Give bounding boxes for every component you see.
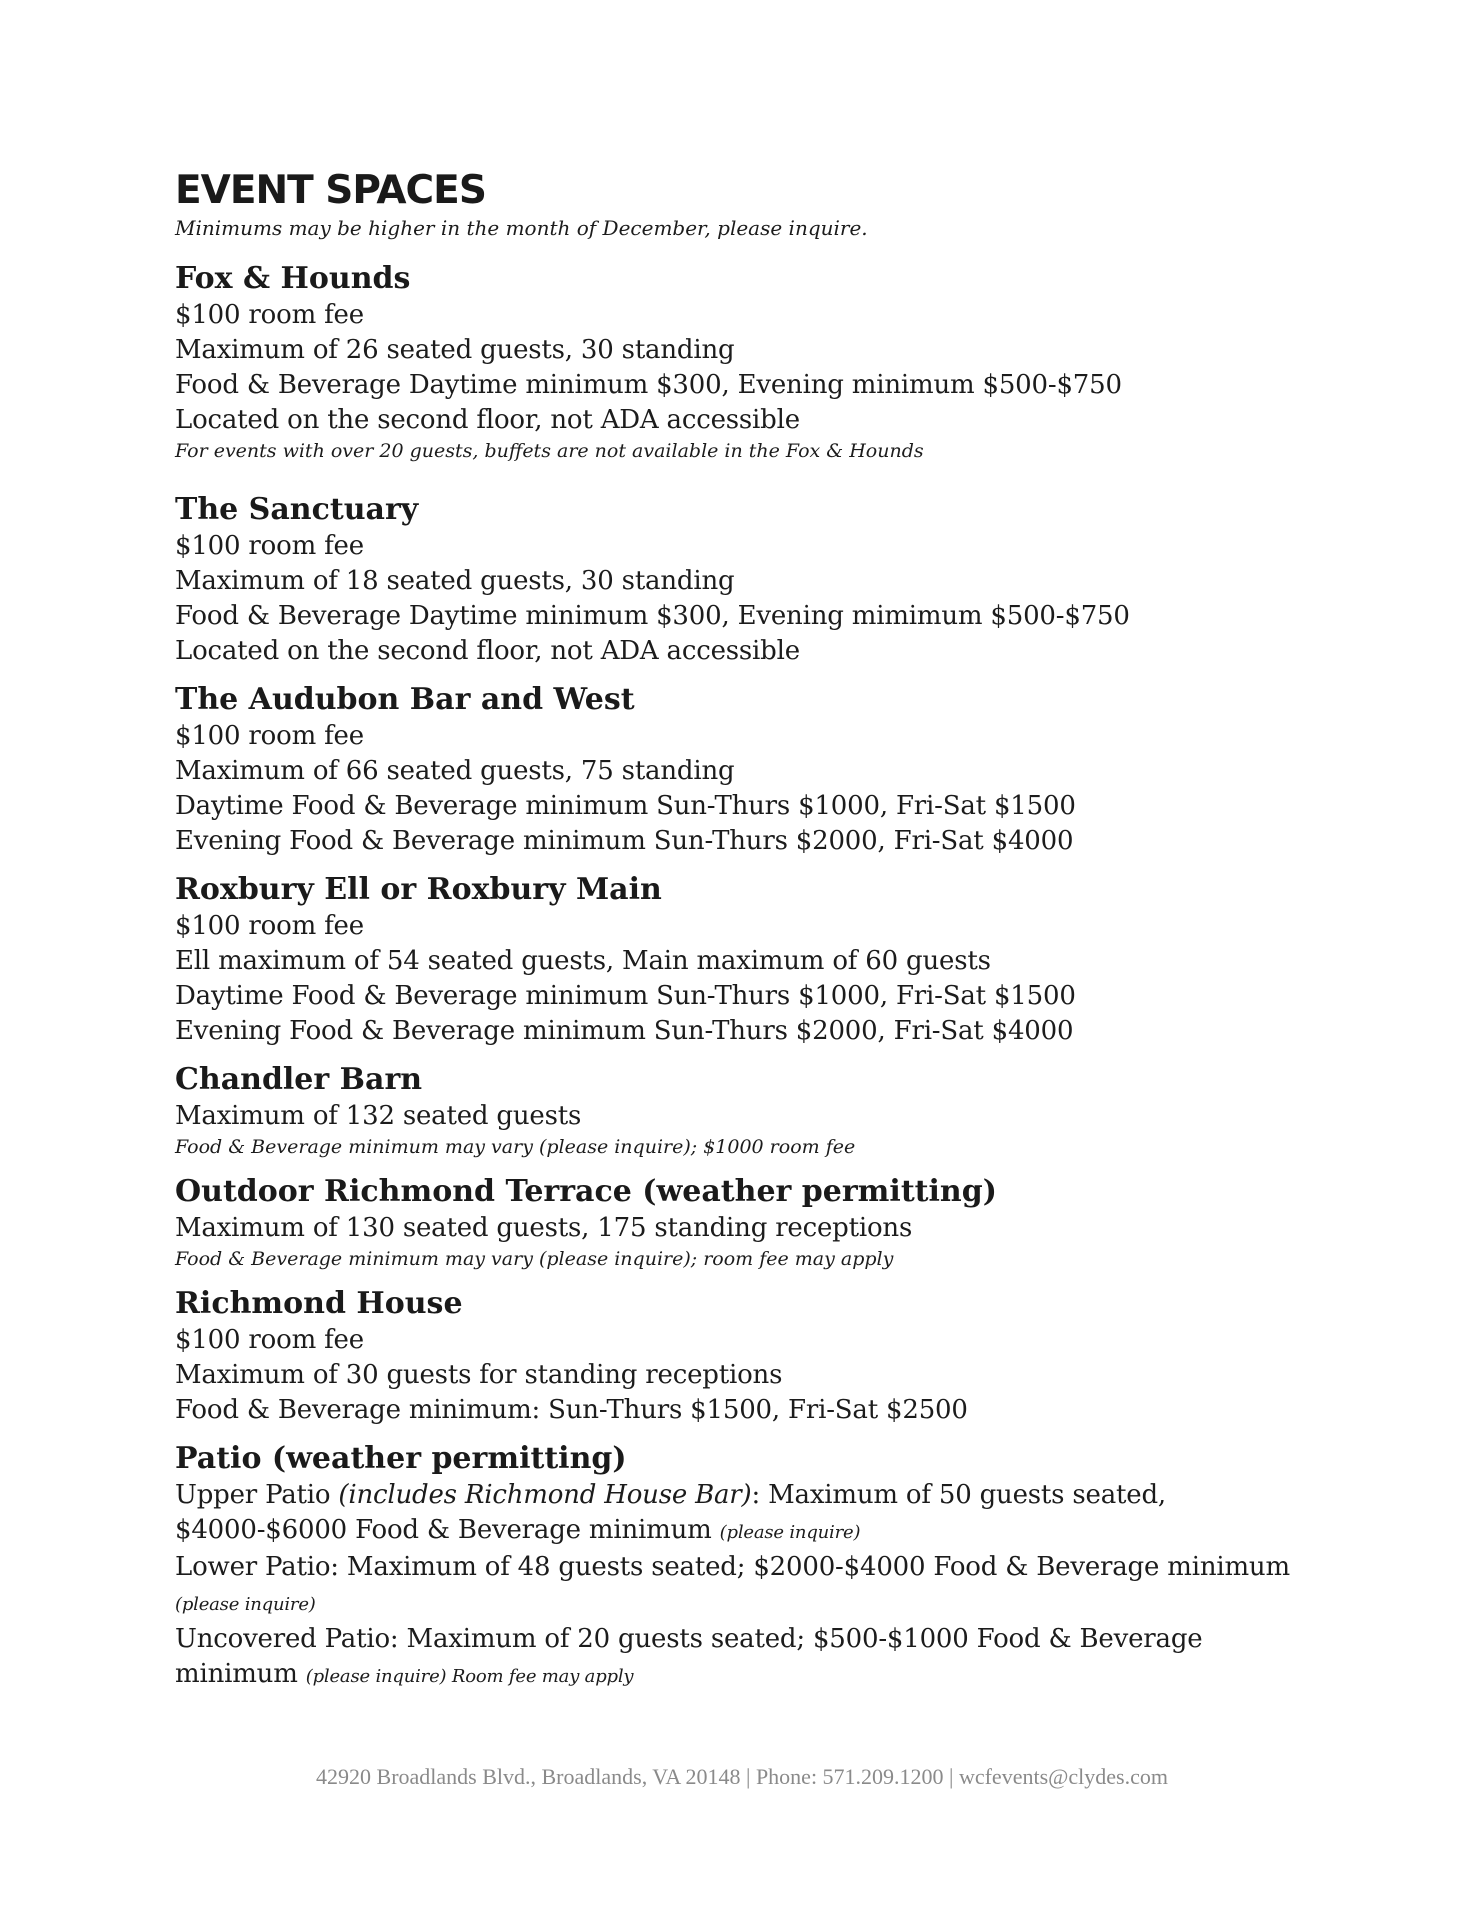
evening-minimum: Evening Food & Beverage minimum Sun-Thurs $2000, Fri-Sat $4000 <box>175 826 1074 856</box>
room-fee: $100 room fee <box>175 721 364 751</box>
section-note: For events with over 20 guests, buffets are not available in the Fox & Hounds <box>175 440 924 462</box>
section-fox-and-hounds <box>175 260 1315 465</box>
section-title: The Audubon Bar and West <box>175 682 635 717</box>
page-title: EVENT SPACES <box>175 168 486 213</box>
minimum: Food & Beverage Daytime minimum $300, Evening mimimum $500-$750 <box>175 601 1130 631</box>
daytime-minimum: Daytime Food & Beverage minimum Sun-Thurs $1000, Fri-Sat $1500 <box>175 981 1076 1011</box>
section-title: The Sanctuary <box>175 492 419 527</box>
section-title: Chandler Barn <box>175 1062 423 1097</box>
room-fee: $100 room fee <box>175 911 364 941</box>
section-patio <box>175 1440 1315 1694</box>
room-fee: $100 room fee <box>175 531 364 561</box>
section-title: Roxbury Ell or Roxbury Main <box>175 872 662 907</box>
uncovered-patio-note: (please inquire) Room fee may apply <box>305 1666 634 1687</box>
section-title: Fox & Hounds <box>175 261 411 296</box>
lower-patio <box>175 1550 1315 1622</box>
capacity: Maximum of 26 seated guests, 30 standing <box>175 335 735 365</box>
section-audubon-bar-and-west <box>175 681 1315 859</box>
capacity: Maximum of 66 seated guests, 75 standing <box>175 756 735 786</box>
section-richmond-house <box>175 1285 1315 1428</box>
capacity: Maximum of 132 seated guests <box>175 1101 582 1131</box>
uncovered-patio-text: Uncovered Patio: Maximum of 20 guests seated; $500-$1000 Food & Beverage minimum <box>175 1624 1203 1689</box>
minimum: Food & Beverage Daytime minimum $300, Evening minimum $500-$750 <box>175 370 1122 400</box>
room-fee: $100 room fee <box>175 1325 364 1355</box>
footer-contact: 42920 Broadlands Blvd., Broadlands, VA 20148 | Phone: 571.209.1200 | wcfevents@clydes.com <box>316 1764 1168 1789</box>
evening-minimum: Evening Food & Beverage minimum Sun-Thurs $2000, Fri-Sat $4000 <box>175 1016 1074 1046</box>
capacity: Maximum of 30 guests for standing receptions <box>175 1360 783 1390</box>
minimum: Food & Beverage minimum: Sun-Thurs $1500, Fri-Sat $2500 <box>175 1395 968 1425</box>
room-fee: $100 room fee <box>175 300 364 330</box>
upper-patio <box>175 1478 1315 1550</box>
upper-patio-note: (please inquire) <box>719 1522 861 1543</box>
daytime-minimum: Daytime Food & Beverage minimum Sun-Thurs $1000, Fri-Sat $1500 <box>175 791 1076 821</box>
section-richmond-terrace <box>175 1173 1315 1273</box>
section-note: Food & Beverage minimum may vary (please inquire); room fee may apply <box>175 1248 894 1270</box>
section-title: Outdoor Richmond Terrace (weather permitting) <box>175 1174 997 1209</box>
upper-patio-text: : Maximum of 50 guests seated, $4000-$6000 Food & Beverage minimum <box>175 1480 1166 1545</box>
location: Located on the second floor, not ADA accessible <box>175 405 800 435</box>
event-spaces-page <box>175 168 1315 1706</box>
capacity: Ell maximum of 54 seated guests, Main maximum of 60 guests <box>175 946 991 976</box>
capacity: Maximum of 130 seated guests, 175 standing receptions <box>175 1213 913 1243</box>
section-chandler-barn <box>175 1061 1315 1161</box>
lower-patio-text: Lower Patio: Maximum of 48 guests seated; $2000-$4000 Food & Beverage minimum <box>175 1552 1290 1582</box>
section-roxbury <box>175 871 1315 1049</box>
section-title: Patio (weather permitting) <box>175 1441 627 1476</box>
uncovered-patio <box>175 1622 1315 1694</box>
section-note: Food & Beverage minimum may vary (please inquire); $1000 room fee <box>175 1136 856 1158</box>
section-the-sanctuary <box>175 491 1315 669</box>
lower-patio-note: (please inquire) <box>175 1594 316 1615</box>
december-note: Minimums may be higher in the month of December, please inquire. <box>175 216 868 240</box>
capacity: Maximum of 18 seated guests, 30 standing <box>175 566 735 596</box>
upper-patio-label: Upper Patio <box>175 1480 331 1510</box>
upper-patio-paren: (includes Richmond House Bar) <box>338 1480 752 1510</box>
location: Located on the second floor, not ADA accessible <box>175 636 800 666</box>
section-title: Richmond House <box>175 1286 463 1321</box>
